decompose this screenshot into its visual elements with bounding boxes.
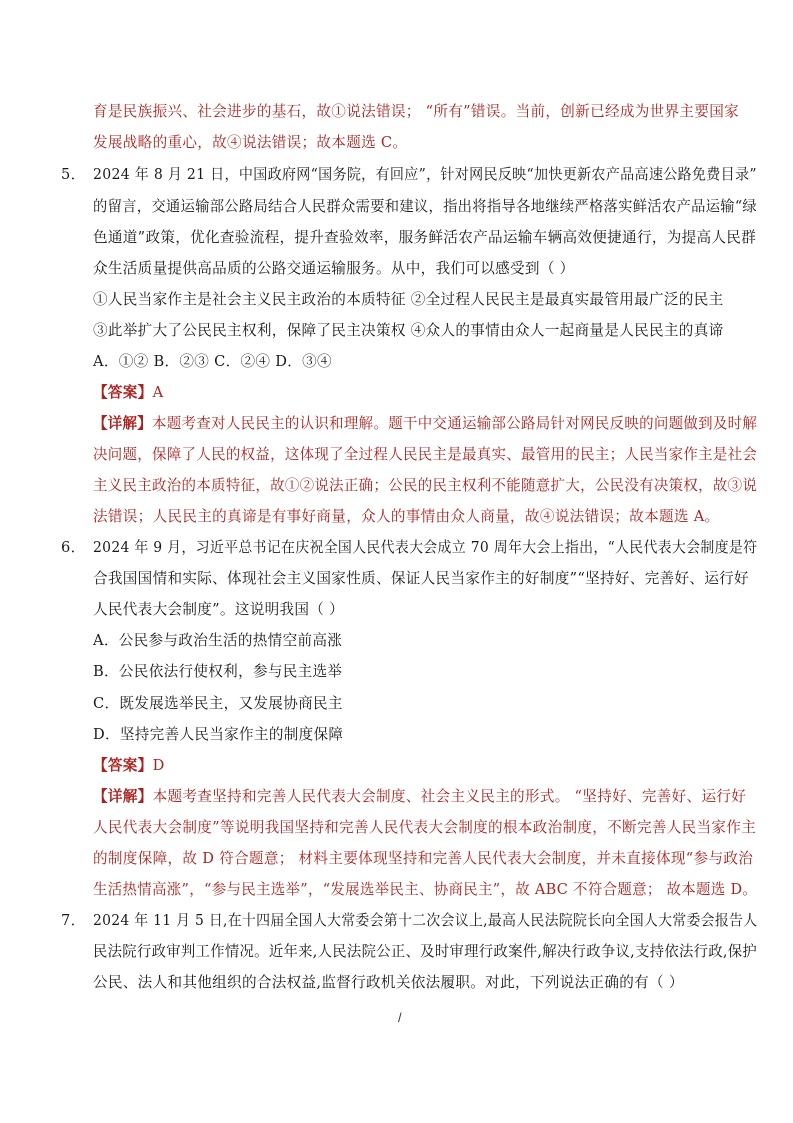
q5-detail-line-3: 主义民主政治的本质特征，故①②说法正确；公民的民主权利不能随意扩大，公民没有决策权，故③说: [93, 477, 758, 494]
q5-options: A．①② B．②③ C．②④ D．③④: [93, 353, 332, 370]
q5-statement-line-1: ①人民当家作主是社会主义民主政治的本质特征 ②全过程人民民主是最真实最管用最广泛的民主: [93, 291, 724, 308]
q5-detail-label: 【详解】: [93, 415, 153, 432]
q4-detail-line-2: 发展战略的重心，故④说法错误；故本题选 C。: [93, 134, 408, 151]
q6-option-d: D．坚持完善人民当家作主的制度保障: [93, 726, 344, 743]
q6-answer-label: 【答案】: [93, 757, 153, 774]
q4-detail-line-1: 育是民族振兴、社会进步的基石，故①说法错误； “所有”错误。当前，创新已经成为世界主要国家: [93, 103, 740, 120]
q7-number: 7．: [61, 912, 86, 929]
q6-detail-label: 【详解】: [93, 788, 153, 805]
q5-detail-text-1: 本题考查对人民民主的认识和理解。题干中交通运输部公路局针对网民反映的问题做到及时解: [152, 415, 758, 432]
q5-stem-line-2: 的留言，交通运输部公路局结合人民群众需要和建议，指出将指导各地继续严格落实鲜活农产品运输“绿: [93, 198, 758, 215]
q5-statement-line-2: ③此举扩大了公民民主权利，保障了民主决策权 ④众人的事情由众人一起商量是人民民主的真谛: [93, 322, 724, 339]
q6-detail-line-4: 生活热情高涨”，“参与民主选举”，“发展选举民主、协商民主”，故 ABC 不符合题意； 故本题选 D。: [93, 881, 758, 898]
q6-detail-line-2: 人民代表大会制度”等说明我国坚持和完善人民代表大会制度的根本政治制度，不断完善人民当家作主: [93, 819, 757, 836]
page-footer-mark: /: [398, 1010, 402, 1025]
q6-stem-line-1: 2024 年 9 月，习近平总书记在庆祝全国人民代表大会成立 70 周年大会上指出，“人民代表大会制度是符: [93, 539, 758, 556]
q6-answer: [93, 756, 165, 776]
q5-stem-line-3: 色通道”政策，优化查验流程，提升查验效率，服务鲜活农产品运输车辆高效便捷通行，为提高人民群: [93, 229, 757, 246]
q6-detail-text-1: 本题考查坚持和完善人民代表大会制度、社会主义民主的形式。 “坚持好、完善好、运行好: [152, 788, 747, 805]
q5-number: 5．: [61, 166, 86, 183]
q7-stem-line-1: 2024 年 11 月 5 日,在十四届全国人大常委会第十二次会议上,最高人民法院院长向全国人大常委会报告人: [93, 912, 758, 929]
q7-stem-line-3: 公民、法人和其他组织的合法权益,监督行政机关依法履职。对此，下列说法正确的有（ ）: [93, 974, 684, 991]
q5-answer-label: 【答案】: [93, 384, 153, 401]
q5-answer-value: A: [152, 384, 164, 401]
q5-detail-line-4: 法错误；人民民主的真谛是有事好商量，众人的事情由众人商量，故④说法错误；故本题选 A。: [93, 508, 720, 525]
q5-answer: [93, 383, 163, 403]
q6-stem-line-3: 人民代表大会制度”。这说明我国（ ）: [93, 601, 345, 618]
q6-stem-line-2: 合我国国情和实际、体现社会主义国家性质、保证人民当家作主的好制度”“坚持好、完善好、运行好: [93, 570, 749, 587]
q6-number: 6．: [61, 539, 86, 556]
q6-detail-line-1: [93, 787, 746, 807]
q5-stem-line-4: 众生活质量提供高品质的公路交通运输服务。从中，我们可以感受到（ ）: [93, 260, 575, 277]
q5-detail-line-2: 决问题，保障了人民的权益，这体现了全过程人民民主是最真实、最管用的民主；人民当家作主是社会: [93, 446, 758, 463]
q6-detail-line-3: 的制度保障，故 D 符合题意； 材料主要体现坚持和完善人民代表大会制度，并未直接体现“参与政治: [93, 850, 754, 867]
q7-stem-line-2: 民法院行政审判工作情况。近年来,人民法院公正、及时审理行政案件,解决行政争议,支持依法行政,保护: [93, 943, 758, 960]
q5-detail-line-1: [93, 414, 757, 434]
q6-option-a: A．公民参与政治生活的热情空前高涨: [93, 632, 343, 649]
q6-answer-value: D: [152, 757, 165, 774]
q5-stem-line-1: 2024 年 8 月 21 日，中国政府网“国务院，有回应”，针对网民反映“加快更新农产品高速公路免费目录”: [93, 166, 757, 183]
q6-option-c: C．既发展选举民主，又发展协商民主: [93, 695, 343, 712]
q6-option-b: B．公民依法行使权利，参与民主选举: [93, 663, 343, 680]
